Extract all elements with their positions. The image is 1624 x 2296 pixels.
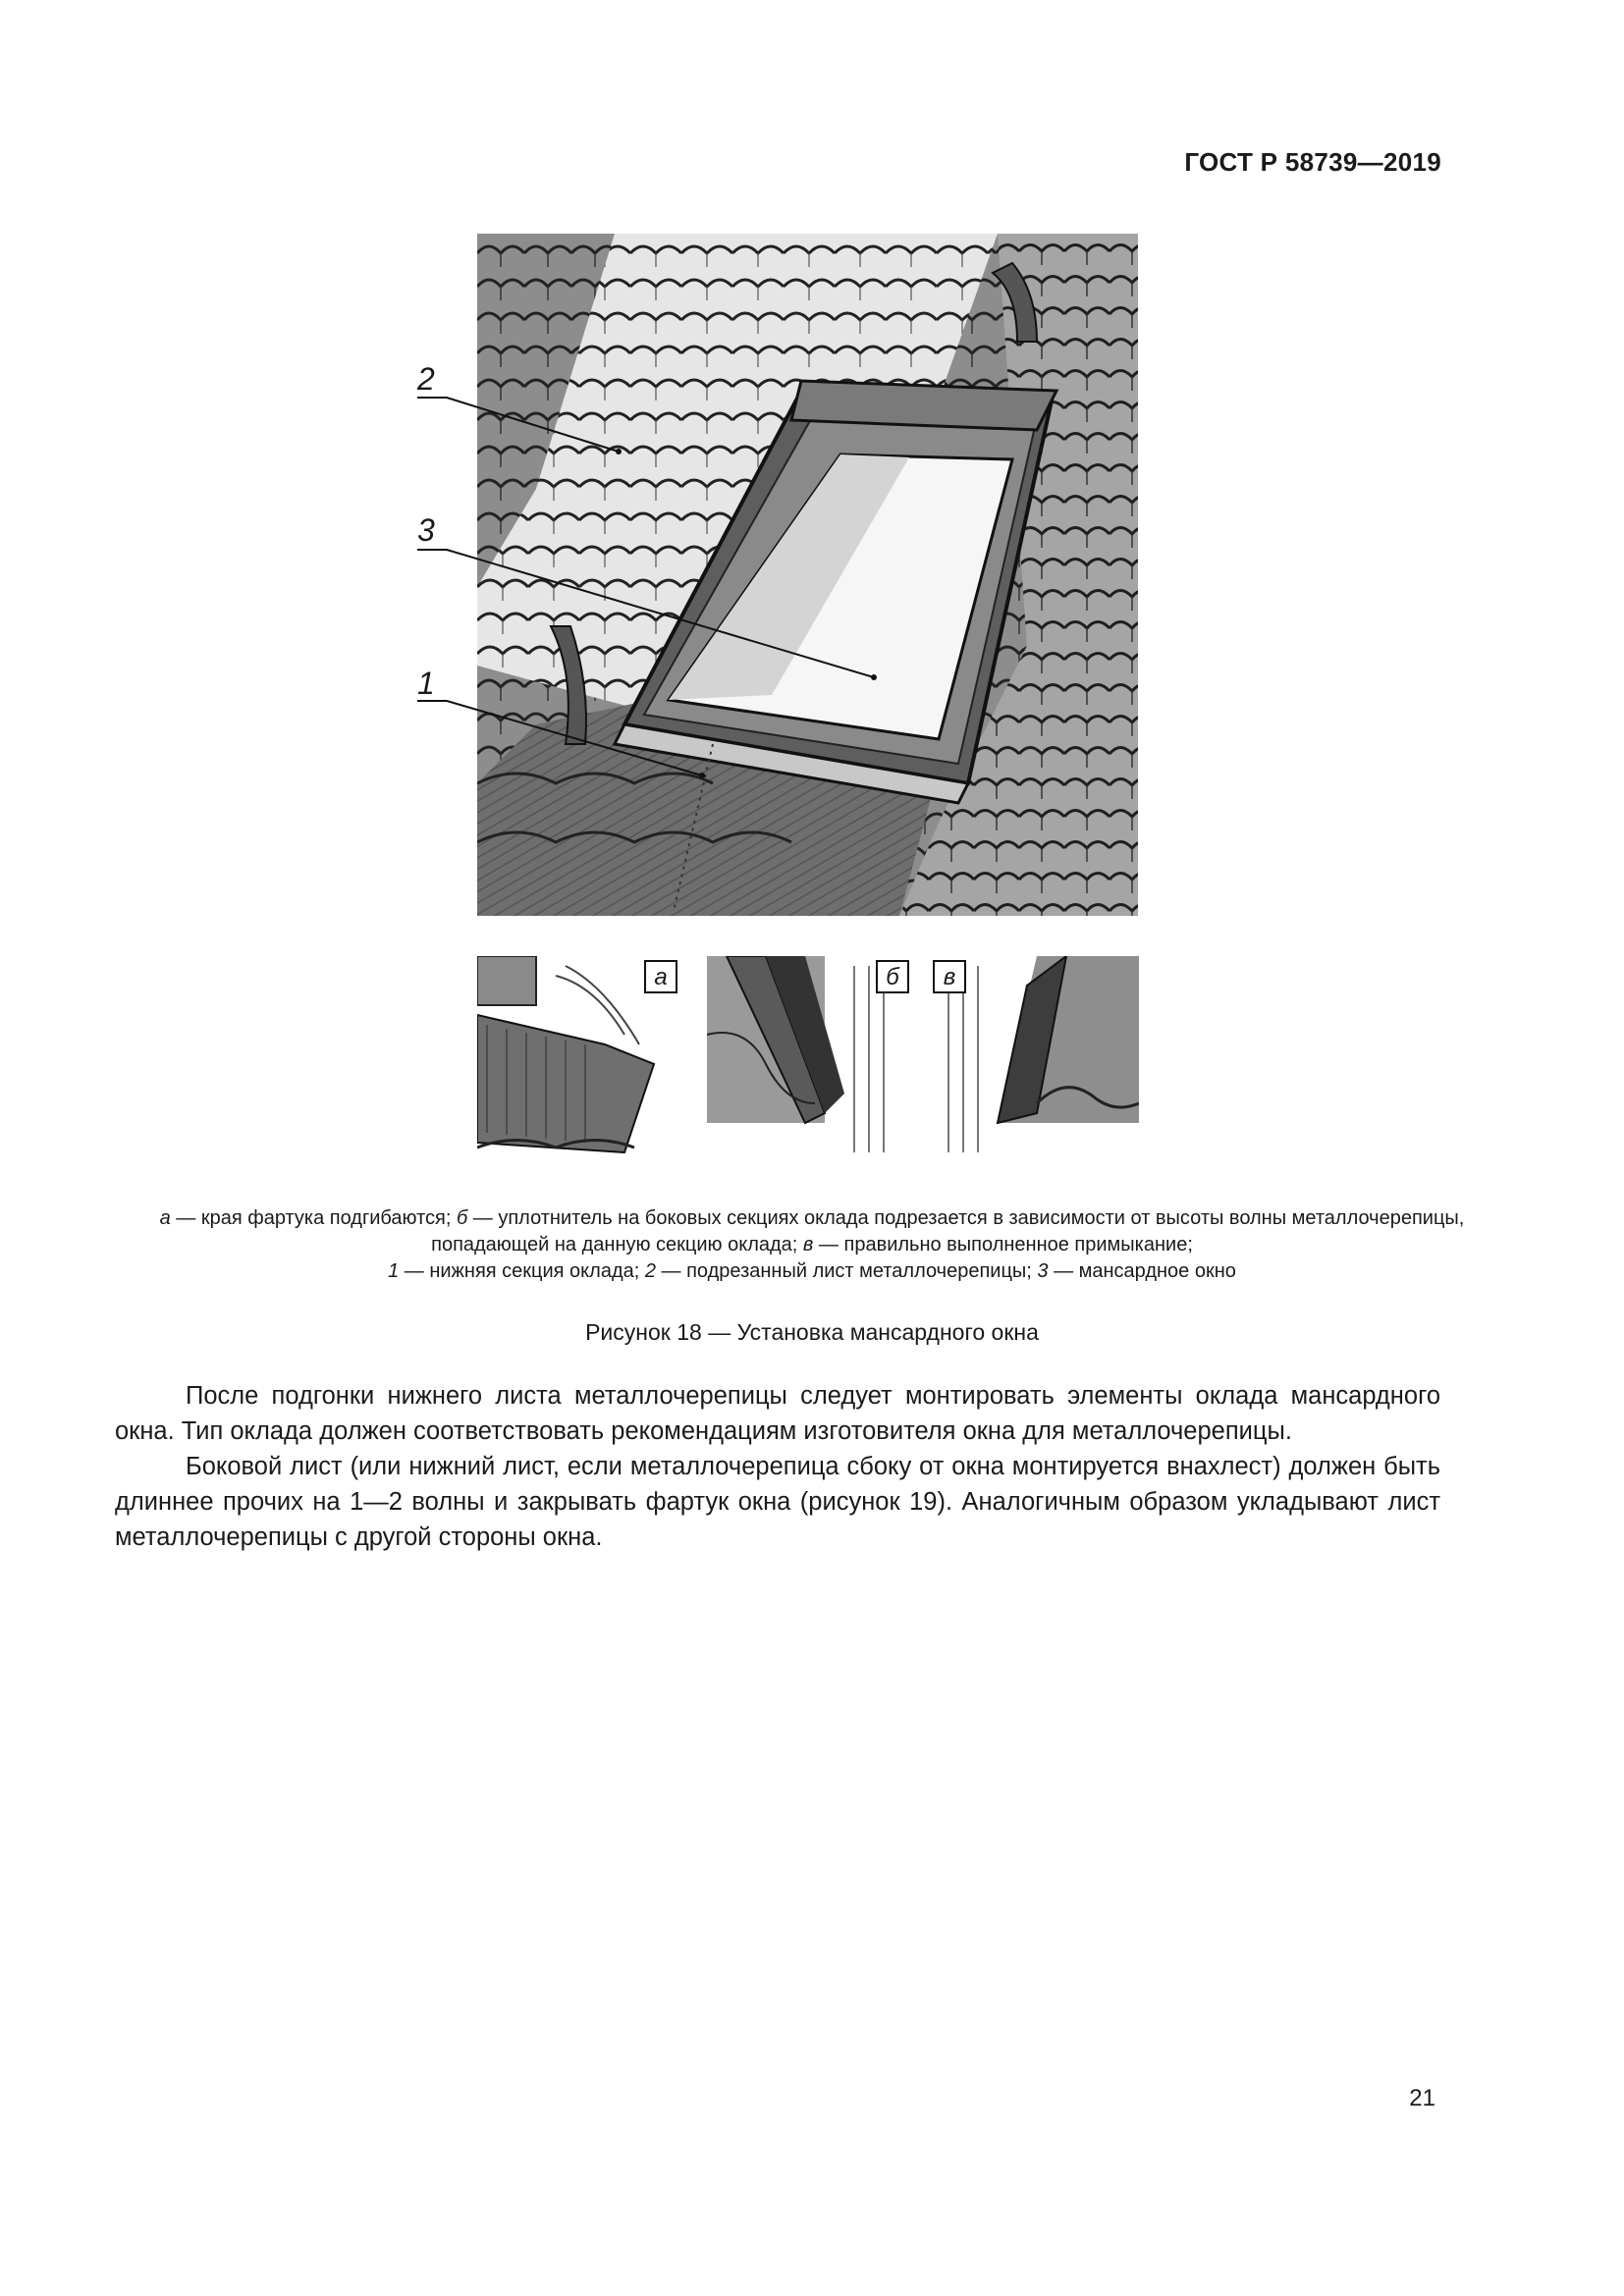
legend-text-v: — правильно выполненное примыкание; xyxy=(813,1234,1193,1255)
legend-key-a: а xyxy=(159,1207,171,1229)
document-header-id: ГОСТ Р 58739—2019 xyxy=(1184,147,1441,177)
legend-key-b: б xyxy=(456,1207,468,1229)
legend-text-2: — подрезанный лист металлочерепицы; xyxy=(655,1260,1038,1282)
callout-2: 2 xyxy=(417,361,435,397)
legend-key-v: в xyxy=(802,1234,814,1255)
legend-text-1: — нижняя секция оклада; xyxy=(399,1260,645,1282)
body-text xyxy=(115,1378,1440,1555)
legend-text-a: — края фартука подгибаются; xyxy=(170,1207,457,1229)
figure-legend xyxy=(128,1205,1496,1285)
figure-caption: Рисунок 18 — Установка мансардного окна xyxy=(585,1319,1039,1345)
legend-key-3: 3 xyxy=(1037,1260,1049,1282)
legend-text-3: — мансардное окно xyxy=(1048,1260,1236,1282)
callout-3: 3 xyxy=(417,512,435,548)
detail-v-tag: в xyxy=(933,960,966,993)
detail-b-tag: б xyxy=(876,960,909,993)
callout-1: 1 xyxy=(417,666,435,701)
roof-window-illustration xyxy=(477,234,1138,916)
legend-key-1: 1 xyxy=(388,1260,400,1282)
paragraph-2: Боковой лист (или нижний лист, если металлочерепица сбоку от окна монтируется внахлест) должен быть длиннее прочих на 1—2 волны и закрывать фартук окна (рисунок 19). Аналогичным образом укладывают лист металлочерепицы с другой стороны окна. xyxy=(115,1453,1440,1551)
legend-key-2: 2 xyxy=(644,1260,656,1282)
page-number: 21 xyxy=(1409,2085,1435,2111)
detail-a-tag: а xyxy=(644,960,677,993)
legend-text-b: — уплотнитель на боковых секциях оклада подрезается в зависимости от высоты волны металлочерепицы, попадающей на данную секцию оклада; xyxy=(431,1207,1465,1255)
paragraph-1: После подгонки нижнего листа металлочерепицы следует монтировать элементы оклада мансардного окна. Тип оклада должен соответствовать рекомендациям изготовителя окна для металлочерепицы. xyxy=(115,1382,1440,1445)
